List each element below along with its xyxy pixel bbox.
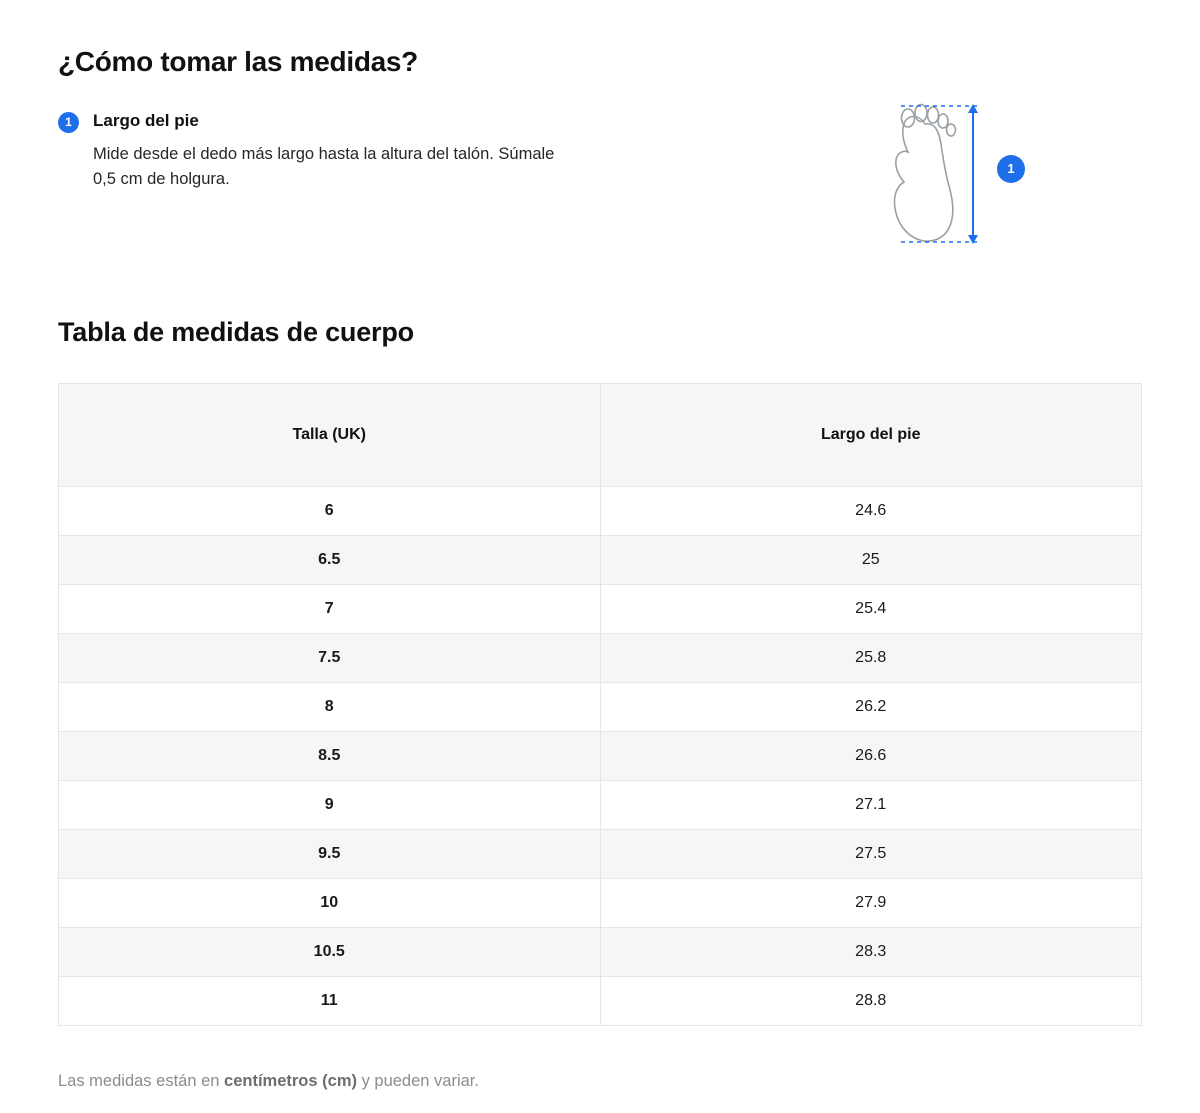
- table-row: [59, 683, 1142, 732]
- diagram-step-badge: 1: [997, 155, 1025, 183]
- measure-step: [58, 110, 618, 192]
- units-footnote: [58, 1070, 1142, 1092]
- cell-size: 8: [59, 683, 601, 732]
- cell-foot-length: 28.3: [600, 928, 1142, 977]
- cell-size: 10: [59, 879, 601, 928]
- footnote-units: centímetros (cm): [224, 1072, 357, 1090]
- step-description: Mide desde el dedo más largo hasta la altura del talón. Súmale 0,5 cm de holgura.: [93, 145, 555, 188]
- cell-size: 7: [59, 585, 601, 634]
- column-header-size: Talla (UK): [59, 384, 601, 487]
- table-row: [59, 977, 1142, 1026]
- table-row: [59, 634, 1142, 683]
- measure-steps-list: [58, 110, 618, 192]
- step-title: Largo del pie: [93, 111, 199, 130]
- table-row: [59, 732, 1142, 781]
- step-number-badge: 1: [58, 112, 79, 133]
- footnote-prefix: Las medidas están en: [58, 1072, 225, 1090]
- cell-foot-length: 26.6: [600, 732, 1142, 781]
- table-title: Tabla de medidas de cuerpo: [58, 317, 414, 347]
- table-row: [59, 487, 1142, 536]
- howto-section: [58, 78, 1142, 265]
- cell-foot-length: 27.9: [600, 879, 1142, 928]
- cell-foot-length: 25.4: [600, 585, 1142, 634]
- cell-size: 7.5: [59, 634, 601, 683]
- cell-size: 10.5: [59, 928, 601, 977]
- cell-size: 9.5: [59, 830, 601, 879]
- cell-foot-length: 24.6: [600, 487, 1142, 536]
- footnote-suffix: y pueden variar.: [356, 1072, 479, 1090]
- table-row: [59, 830, 1142, 879]
- table-row: [59, 879, 1142, 928]
- page-title: ¿Cómo tomar las medidas?: [58, 46, 418, 77]
- table-header-row: [59, 384, 1142, 487]
- foot-outline-icon: [877, 100, 1052, 265]
- column-header-foot-length: Largo del pie: [600, 384, 1142, 487]
- table-row: [59, 536, 1142, 585]
- table-body: [59, 487, 1142, 1026]
- cell-foot-length: 27.1: [600, 781, 1142, 830]
- table-header: [59, 384, 1142, 487]
- cell-foot-length: 28.8: [600, 977, 1142, 1026]
- foot-measurement-diagram: [877, 100, 1052, 265]
- cell-size: 9: [59, 781, 601, 830]
- cell-foot-length: 27.5: [600, 830, 1142, 879]
- cell-foot-length: 26.2: [600, 683, 1142, 732]
- size-table: [58, 383, 1142, 1026]
- cell-foot-length: 25: [600, 536, 1142, 585]
- table-row: [59, 585, 1142, 634]
- cell-foot-length: 25.8: [600, 634, 1142, 683]
- table-row: [59, 928, 1142, 977]
- table-row: [59, 781, 1142, 830]
- cell-size: 11: [59, 977, 601, 1026]
- step-text: [93, 110, 563, 192]
- cell-size: 6: [59, 487, 601, 536]
- cell-size: 8.5: [59, 732, 601, 781]
- cell-size: 6.5: [59, 536, 601, 585]
